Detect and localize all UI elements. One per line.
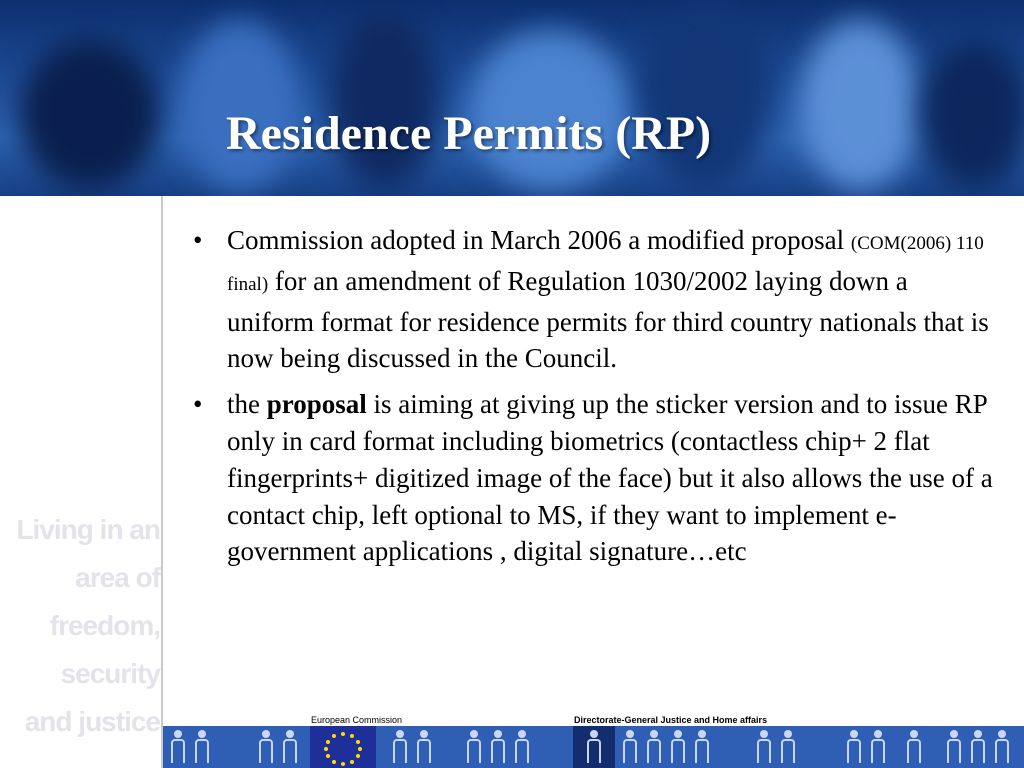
banner-crowd-shape [920, 40, 1024, 190]
person-icon [691, 730, 713, 766]
person-icon [413, 730, 435, 766]
person-icon [967, 730, 989, 766]
person-icon [487, 730, 509, 766]
person-icon [903, 730, 925, 766]
bullet-list [185, 222, 995, 579]
eu-flag-icon [310, 726, 376, 768]
footer-right-label: Directorate-General Justice and Home affairs [574, 715, 768, 725]
bullet-marker: • [193, 389, 203, 420]
header-banner [0, 0, 1024, 196]
person-icon [843, 730, 865, 766]
document-reference: (COM(2006) 110 final) [227, 233, 984, 295]
bullet-text: for an amendment of Regulation 1030/2002 laying down a uniform format for residence permits for third country nationals that is now being discussed in the Council. [227, 265, 989, 374]
bullet-emphasis: proposal [266, 389, 367, 420]
person-icon [777, 730, 799, 766]
bullet-text: is aiming at giving up the sticker version and to issue RP only in card format including biometrics (contactless chip+ 2 flat fingerprints+ digitized image of the face) but it also allows the use of a contact chip, left optional to MS, if they want to implement e-government applications , digital signature…etc [227, 389, 993, 567]
person-icon [867, 730, 889, 766]
bullet-marker: • [193, 225, 203, 255]
footer-labels [0, 712, 1024, 726]
person-icon [463, 730, 485, 766]
person-icon [389, 730, 411, 766]
person-icon [167, 730, 189, 766]
bullet-text: Commission adopted in March 2006 a modified proposal [227, 225, 851, 255]
person-icon [583, 730, 605, 766]
motto-line: and justice [24, 706, 160, 737]
dg-person-icon [573, 726, 615, 768]
person-icon [667, 730, 689, 766]
motto-line: Living in an [16, 514, 160, 545]
person-icon [619, 730, 641, 766]
person-icon [255, 730, 277, 766]
person-icon [511, 730, 533, 766]
person-icon [279, 730, 301, 766]
banner-crowd-shape [800, 20, 920, 190]
person-icon [643, 730, 665, 766]
person-icon [753, 730, 775, 766]
motto-line: security [60, 658, 160, 689]
person-icon [943, 730, 965, 766]
sidebar-motto [0, 506, 160, 746]
sidebar-divider [161, 196, 163, 768]
slide-title: Residence Permits (RP) [226, 107, 712, 160]
banner-crowd-shape [20, 40, 160, 190]
motto-line: area of [75, 562, 160, 593]
motto-line: freedom, [49, 610, 160, 641]
person-icon [191, 730, 213, 766]
footer-left-label: European Commission [311, 715, 403, 725]
bullet-item [185, 386, 995, 570]
bullet-text: the [227, 389, 267, 420]
bullet-item [185, 222, 995, 377]
person-icon [991, 730, 1013, 766]
